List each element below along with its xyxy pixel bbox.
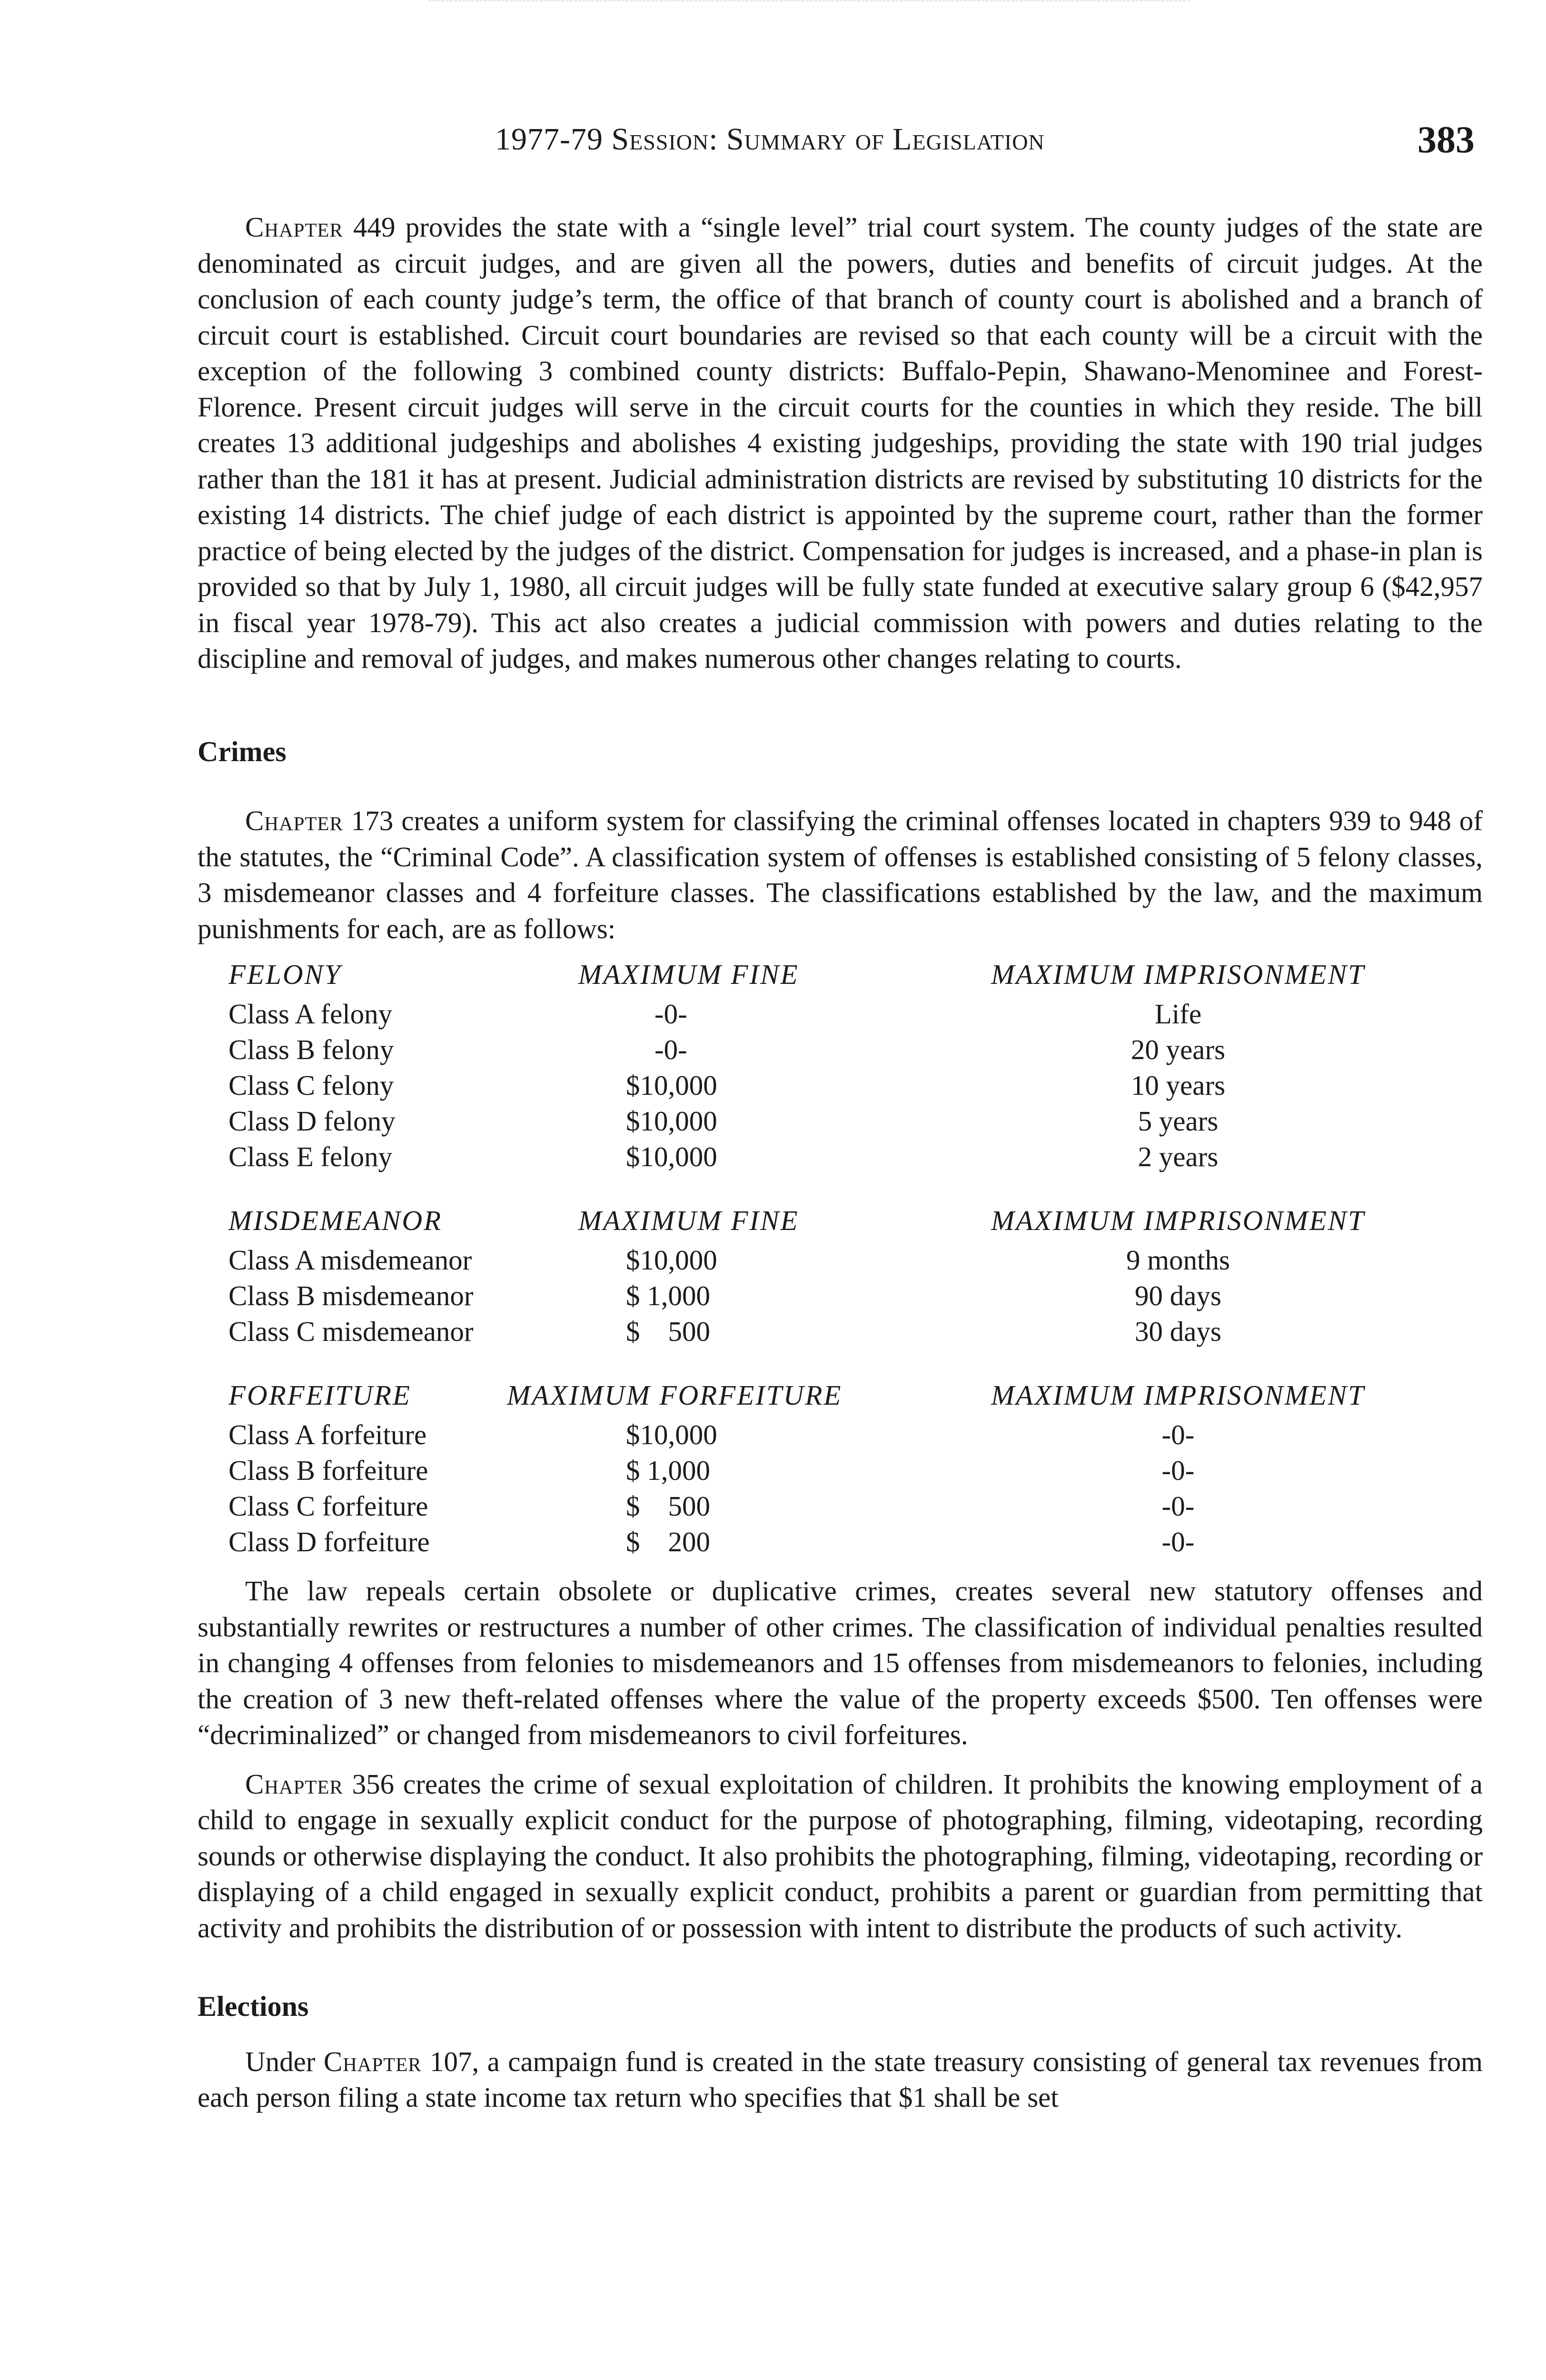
- class-cell: Class A forfeiture: [228, 1419, 427, 1450]
- header-imprisonment: MAXIMUM IMPRISONMENT: [991, 959, 1365, 990]
- imprisonment-cell: 20 years: [1130, 1034, 1226, 1065]
- table-row: [198, 1139, 1483, 1175]
- chapter-label: Chapter: [245, 805, 343, 836]
- class-cell: Class C felony: [228, 1070, 394, 1101]
- imprisonment-cell: 10 years: [1130, 1070, 1226, 1101]
- fine-cell: $ 1,000: [626, 1280, 710, 1311]
- header-forfeiture: MAXIMUM FORFEITURE: [507, 1379, 842, 1411]
- paragraph-text: 449 provides the state with a “single level” trial court system. The county judges of the state are denominated as circuit judges, and are given all the powers, duties and benefits of circuit judges. At the conclusion of each county judge’s term, the office of that branch of county court is abolished and a branch of circuit court is established. Circuit court boundaries are revised so that each county will be a circuit with the exception of the following 3 combined county districts: Buffalo-Pepin, Shawano-Menominee and Forest-Florence. Present circuit judges will serve in the circuit courts for the counties in which they reside. The bill creates 13 additional judgeships and abolishes 4 existing judgeships, providing the state with 190 trial judges rather than the 181 it has at present. Judicial administration districts are revised by substituting 10 districts for the existing 14 districts. The chief judge of each district is appointed by the supreme court, rather than the former practice of being elected by the judges of the district. Compensation for judges is increased, and a phase-in plan is provided so that by July 1, 1980, all circuit judges will be fully state funded at executive salary group 6 ($42,957 in fiscal year 1978-79). This act also creates a judicial commission with powers and duties relating to the discipline and removal of judges, and makes numerous other changes relating to courts.: [198, 211, 1483, 674]
- header-fine: MAXIMUM FINE: [578, 959, 799, 990]
- page-header: [0, 121, 1546, 169]
- header-class: MISDEMEANOR: [228, 1205, 443, 1236]
- class-cell: Class B forfeiture: [228, 1455, 428, 1486]
- table-row: [198, 1524, 1483, 1560]
- imprisonment-cell: 9 months: [1126, 1244, 1230, 1276]
- paragraph-text: 356 creates the crime of sexual exploitation of children. It prohibits the knowing employment of a child to engage in sexually explicit conduct for the purpose of photographing, filming, videotaping, recording sounds or otherwise displaying the conduct. It also prohibits the photographing, filming, videotaping, recording or displaying of a child engaged in sexually explicit conduct, prohibits a parent or guardian from permitting that activity and prohibits the distribution of or possession with intent to distribute the products of such activity.: [198, 1768, 1483, 1944]
- fine-cell: $10,000: [626, 1244, 717, 1276]
- imprisonment-cell: -0-: [1161, 1455, 1195, 1486]
- table-header-row: [198, 952, 1483, 996]
- class-cell: Class B misdemeanor: [228, 1280, 474, 1311]
- section-heading-elections: Elections: [198, 1991, 309, 2022]
- table-row: [198, 1278, 1483, 1314]
- paragraph-text: 173 creates a uniform system for classifying the criminal offenses located in chapters 939 to 948 of the statutes, the “Criminal Code”. A classification system of offenses is established consisting of 5 felony classes, 3 misdemeanor classes and 4 forfeiture classes. The classifications established by the law, and the maximum punishments for each, are as follows:: [198, 805, 1483, 944]
- table-row: [198, 996, 1483, 1032]
- fine-cell: $10,000: [626, 1141, 717, 1172]
- imprisonment-cell: 30 days: [1135, 1316, 1221, 1347]
- table-row: [198, 1032, 1483, 1068]
- paragraph-chapter-356: [198, 1766, 1483, 1946]
- table-header-row: [198, 1199, 1483, 1242]
- header-class: FORFEITURE: [228, 1379, 411, 1411]
- class-cell: Class D felony: [228, 1105, 396, 1137]
- class-cell: Class A misdemeanor: [228, 1244, 472, 1276]
- header-imprisonment: MAXIMUM IMPRISONMENT: [991, 1379, 1365, 1411]
- class-cell: Class A felony: [228, 998, 393, 1030]
- fine-cell: $10,000: [626, 1419, 717, 1450]
- chapter-label: Chapter: [245, 211, 343, 243]
- table-row: [198, 1314, 1483, 1349]
- imprisonment-cell: 2 years: [1138, 1141, 1219, 1172]
- table-row: [198, 1453, 1483, 1488]
- paragraph-chapter-107: [198, 2044, 1483, 2116]
- fine-cell: $ 1,000: [626, 1455, 710, 1486]
- paragraph-chapter-449: [198, 209, 1483, 677]
- misdemeanor-table: [198, 1199, 1483, 1349]
- fine-cell: -0-: [654, 998, 687, 1030]
- imprisonment-cell: -0-: [1161, 1526, 1195, 1557]
- imprisonment-cell: -0-: [1161, 1419, 1195, 1450]
- table-row: [198, 1417, 1483, 1453]
- table-row: [198, 1242, 1483, 1278]
- paragraph-text: 107, a campaign fund is created in the state treasury consisting of general tax revenues from each person filing a state income tax return who specifies that $1 shall be set: [198, 2045, 1483, 2113]
- paragraph-chapter-173: [198, 803, 1483, 947]
- section-heading-crimes: Crimes: [198, 735, 287, 767]
- fine-cell: -0-: [654, 1034, 687, 1065]
- class-cell: Class D forfeiture: [228, 1526, 430, 1557]
- paragraph-prefix: Under: [245, 2045, 324, 2077]
- table-header-row: [198, 1373, 1483, 1417]
- page-content: [198, 209, 1483, 2116]
- class-cell: Class C forfeiture: [228, 1490, 428, 1522]
- fine-cell: $ 500: [626, 1316, 710, 1347]
- imprisonment-cell: 5 years: [1138, 1105, 1219, 1137]
- imprisonment-cell: 90 days: [1135, 1280, 1221, 1311]
- running-head: 1977-79 Session: Summary of Legislation: [495, 122, 1045, 157]
- class-cell: Class B felony: [228, 1034, 394, 1065]
- header-fine: MAXIMUM FINE: [578, 1205, 799, 1236]
- paragraph-law-repeals: The law repeals certain obsolete or duplicative crimes, creates several new statutory offenses and substantially rewrites or restructures a number of other crimes. The classification of individual penalties resulted in changing 4 offenses from felonies to misdemeanors and 15 offenses from misdemeanors to felonies, including the creation of 3 new theft-related offenses where the value of the property exceeds $500. Ten offenses were “decriminalized” or changed from misdemeanors to civil forfeitures.: [198, 1575, 1483, 1750]
- class-cell: Class C misdemeanor: [228, 1316, 474, 1347]
- table-row: [198, 1103, 1483, 1139]
- chapter-label: Chapter: [245, 1768, 343, 1800]
- table-row: [198, 1488, 1483, 1524]
- class-cell: Class E felony: [228, 1141, 393, 1172]
- chapter-label: Chapter: [323, 2045, 422, 2077]
- fine-cell: $ 500: [626, 1490, 710, 1522]
- header-imprisonment: MAXIMUM IMPRISONMENT: [991, 1205, 1365, 1236]
- forfeiture-table: [198, 1373, 1483, 1560]
- page-number: 383: [1417, 119, 1475, 161]
- fine-cell: $10,000: [626, 1070, 717, 1101]
- fine-cell: $ 200: [626, 1526, 710, 1557]
- table-row: [198, 1068, 1483, 1103]
- header-class: FELONY: [228, 959, 342, 990]
- imprisonment-cell: -0-: [1161, 1490, 1195, 1522]
- felony-table: [198, 952, 1483, 1175]
- fine-cell: $10,000: [626, 1105, 717, 1137]
- imprisonment-cell: Life: [1154, 998, 1202, 1030]
- scan-artifact-marks: [428, 0, 1190, 10]
